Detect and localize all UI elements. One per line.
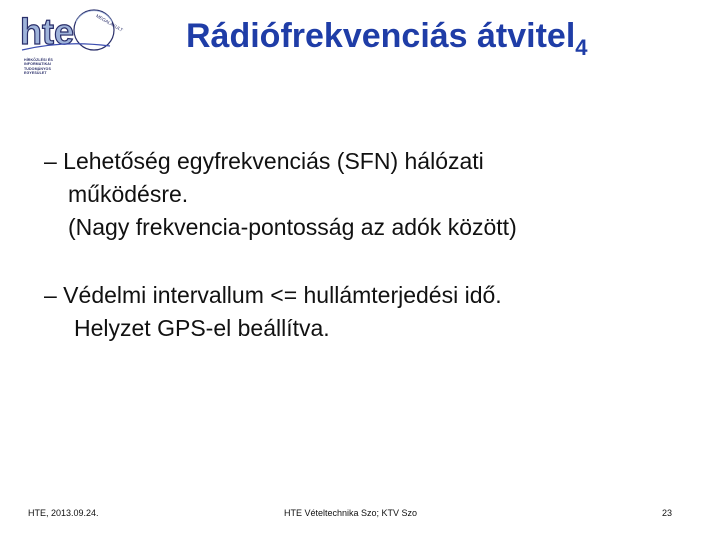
slide-title-text: Rádiófrekvenciás átvitel bbox=[186, 17, 576, 55]
footer-page-number: 23 bbox=[662, 508, 673, 518]
logo-org-line: HÍRKÖZLÉSI ÉS bbox=[24, 58, 53, 62]
bullet-line: (Nagy frekvencia-pontosság az adók között) bbox=[68, 214, 517, 240]
hte-letters: hte bbox=[20, 11, 74, 52]
slide-title-subscript: 4 bbox=[575, 35, 588, 60]
bullet-sfn bbox=[44, 145, 517, 244]
slide-title bbox=[186, 16, 666, 60]
bullet-line: – Védelmi intervallum <= hullámterjedési idő. bbox=[44, 282, 502, 308]
logo-ring-text: MEGALAKULT bbox=[95, 13, 124, 33]
footer-date: HTE, 2013.09.24. bbox=[28, 508, 99, 518]
bullet-line: Helyzet GPS-el beállítva. bbox=[74, 315, 330, 341]
footer-course: HTE Vételtechnika Szo; KTV Szo bbox=[284, 508, 418, 518]
logo-org-line: EGYESÜLET bbox=[24, 70, 47, 75]
logo-org-line: TUDOMÁNYOS bbox=[24, 66, 51, 71]
bullet-guard-interval bbox=[44, 279, 502, 345]
logo-org-name bbox=[24, 58, 74, 75]
bullet-line: – Lehetőség egyfrekvenciás (SFN) hálózati bbox=[44, 148, 484, 174]
bullet-line: működésre. bbox=[68, 181, 189, 207]
hte-logo-mark bbox=[14, 6, 126, 58]
hte-logo bbox=[14, 6, 126, 80]
logo-org-line: INFORMATIKAI bbox=[24, 62, 52, 67]
